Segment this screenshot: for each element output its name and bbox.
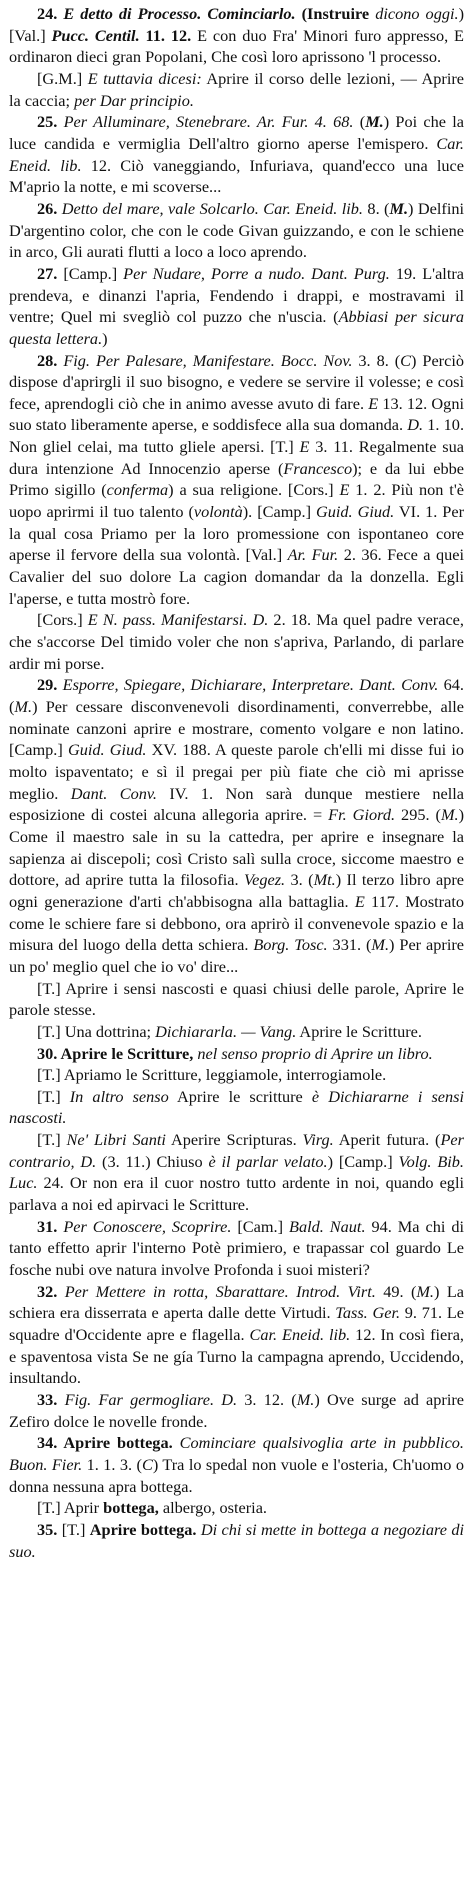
text-run: E [339,480,350,500]
numbered-entry [9,674,464,977]
text-run: Aperire Scripturas. [165,1130,303,1150]
text-run: ) Per aprire un po' meglio quel che io vo' dire... [9,935,464,976]
text-run: C [400,350,412,370]
text-run: 34. [37,1433,64,1453]
text-run: Aprire le Scritture. [296,1021,422,1041]
text-run: 3. 12. ( [237,1390,297,1409]
text-run: 19. L'altra prendeva, e dinanzi l'apria, Fendendo i drappi, e mostravami il ventre; Quel mi svegliò col puzzo che n'uscia. ( [9,263,465,327]
text-run: Vegez. [243,870,286,890]
text-run: Volg. Bib. Luc. [9,1151,464,1193]
text-run: 3. 11. Regalmente sua dura intenzione Ad Innocenzio aperse ( [9,437,465,478]
text-run: bottega, [103,1498,159,1518]
text-run: 32. [37,1281,65,1301]
text-run: XV. 188. A queste parole ch'elli mi disse fui io molto ispaventato; e sì il pregai per più fiate che ciò mi aprisse meglio. [9,740,465,803]
text-run: Car. Eneid. lib. [249,1325,351,1345]
text-run: In altro senso [69,1086,169,1106]
text-run: [T.] Una dottrina; [37,1021,156,1041]
text-run: (Instruire [301,4,376,23]
text-run: ) La schiera era disserrata e aperta dalle dette Virtudi. [9,1281,464,1323]
text-run: Bald. Naut. [289,1216,366,1236]
text-run: Guid. Giud. [67,740,147,760]
numbered-entry [9,111,464,198]
text-run: Cominciare qualsivoglia arte in pubblico. Buon. Fier. [9,1433,465,1474]
text-run: Per Alluminare, Stenebrare. Ar. Fur. 4. 68. [63,112,354,132]
text-run: 13. 12. Ogni suo stato liberamente aperse, e soddisfece alla sua domanda. [9,393,464,435]
text-run: E [368,393,379,413]
text-run: [T.] [61,1519,90,1539]
numbered-entry [9,198,464,263]
text-run: M. [440,805,459,825]
text-run: 94. Ma chi di tanto effetto aprir l'interno Potè primiero, e trapassar col guardo Le fosche nubi ove natura involve Profonda i suoi misteri? [9,1216,464,1280]
text-run: [Cam.] [231,1216,289,1236]
text-run: [T.] [37,1086,70,1106]
text-run: Guid. Giud. [315,502,395,522]
text-run: [T.] [37,1130,67,1150]
text-run: [T.] Apriamo le Scritture, leggiamole, interrogiamole. [37,1065,387,1085]
text-run: ) Poi che la luce candida e vermiglia Dell'altro giorno aperse l'emispero. [9,112,465,153]
text-run: D. [407,415,424,435]
text-run: E N. pass. Manifestarsi. D. [87,610,269,630]
text-run: 1. 10. Non gliel celai, ma tutto gliele apersi. [T.] [9,415,465,457]
text-run: Aperit futura. ( [333,1130,441,1150]
text-run: 35. [37,1519,62,1539]
text-run: 64. ( [9,675,464,716]
text-run: C [141,1454,153,1474]
text-run: E [299,437,310,457]
text-run: è il parlar velato. [208,1151,328,1171]
text-run: ) [102,328,108,348]
text-run: ) Per cessare disconvenevoli disordinamenti, converrebbe, alle nominate canzoni aprire e mostrare, comento volgare e non latino. [Camp.] [9,697,464,760]
sub-entry [9,1064,464,1086]
text-run: E con duo Fra' Minori furo appresso, E ordinaron dieci gran Popolani, Che così loro aprissono 'l processo. [9,25,464,67]
text-run: Dichiararla. — Vang. [155,1021,297,1041]
text-run: albergo, osteria. [158,1498,268,1518]
sub-entry [9,609,464,674]
text-run: M. [389,198,409,218]
text-run: Per contrario, D. [9,1130,464,1171]
text-run: ) a sua religione. [Cors.] [168,480,340,500]
text-run: M. [296,1390,315,1409]
text-run: Abbiasi per sicura questa lettera. [9,307,464,348]
text-run: Car. Eneid. lib. [9,133,464,175]
text-run: volontà [193,502,243,522]
text-run: Per Mettere in rotta, Sbarattare. Introd. Virt. [64,1281,376,1301]
numbered-entry [9,3,464,68]
text-run: 3. ( [285,870,314,890]
text-run: 29. [37,675,63,695]
text-run: ). [Camp.] [242,502,316,522]
text-run: 9. 71. Le squadre d'Occidente apre e flagella. [9,1303,464,1345]
text-run: Fig. Per Palesare, Manifestare. Bocc. Nov. [63,350,353,370]
text-run: 12. In così fiera, e spaventosa vista Se ne gía Turno la campagna aprendo, Uccidendo, insultando. [9,1325,464,1388]
text-run: 2. 36. Fece a quei Cavalier del suo dolore La cagion domandar da la donzella. Egli l'aperse, e tutta mostrò fore. [9,545,465,608]
text-run: 24. [37,4,64,23]
text-run: IV. 1. Non sarà dunque mestiere nella esposizione di costei alcuna allegoria aprire. = [9,783,465,825]
text-run: Esporre, Spiegare, Dichiarare, Interpretare. Dant. Conv. [62,675,439,695]
text-run: dicono oggi. [375,4,459,23]
text-run: Per Nudare, Porre a nudo. Dant. Purg. [123,263,390,283]
text-run: ) [Camp.] [327,1151,399,1171]
sub-entry [9,68,464,111]
numbered-entry [9,1281,464,1389]
text-run: ( [353,112,366,132]
sub-entry [9,978,464,1021]
text-run: Dant. Conv. [70,783,157,803]
text-run: ); e da lui ebbe Primo sigillo ( [9,458,464,500]
text-run: 117. Mostrato come le schiere fare si debbono, ora aprirò il convenevole spazio e la misura del luogo della detta schiera. [9,891,464,955]
text-run: [G.M.] [37,68,88,88]
numbered-entry [9,263,464,350]
numbered-entry [9,1043,464,1065]
numbered-entry [9,1389,464,1432]
text-run: Virg. [302,1130,334,1150]
text-run: Per Conoscere, Scoprire. [63,1216,232,1236]
numbered-entry [9,1216,464,1281]
text-run: Pucc. Centil. [51,25,140,45]
text-run: ) Come il maestro sale in su la cattedra, per aprire e insegnare la sapienza ai discepoli; così Cristo salì sulla croce, siccome maestro e dottore, ad aprire tutta la filosofia. [9,805,465,890]
text-run: E tuttavia dicesi: [87,68,202,88]
sub-entry [9,1021,464,1043]
text-run: 24. Or non era il cuor nostro tutto ardente in noi, quando egli parlava a noi ed apirvaci le Scritture. [9,1173,464,1215]
text-run: Fig. Far germogliare. D. [64,1390,238,1409]
sub-entry [9,1086,464,1129]
text-run: M. [365,112,384,132]
text-run: per Dar principio. [74,90,194,110]
text-run: Fr. Giord. [328,805,396,825]
text-run: 1. 2. Più non t'è uopo aprirmi il tuo talento ( [9,480,464,522]
text-run: M. [371,935,390,955]
sub-entry [9,1129,464,1216]
text-run: M. [416,1281,435,1301]
text-run: 11. 12. [145,25,192,45]
text-run: 3. 8. ( [352,350,401,370]
text-run: 26. [37,198,62,218]
text-run: 31. [37,1216,64,1236]
text-run: ) Delfini D'argentino color, che con le code Givan guizzando, e con le schiene in arco, Gli aurati flutti a loco a loco aprendo. [9,198,465,262]
sub-entry [9,1497,464,1519]
text-run: ) Ove surge ad aprire Zefiro dolce le novelle fronde. [9,1390,464,1431]
text-run: [T.] Aprire i sensi nascosti e quasi chiusi delle parole, Aprire le parole stesse. [9,978,464,1020]
text-run: nel senso proprio di Aprire un libro. [197,1043,433,1063]
text-run: Francesco [283,458,353,478]
text-run: ) Tra lo spedal non vuole e l'osteria, Ch'uomo o donna nessuna apra bottega. [9,1454,464,1496]
text-run: 30. [37,1043,61,1063]
text-run: ) [Val.] [9,4,464,45]
text-run: Detto del mare, vale Solcarlo. Car. Eneid. lib. [61,198,363,218]
text-run: 27. [37,263,64,283]
text-run: 8. ( [363,198,390,218]
text-run: E detto di Processo. Cominciarlo. [63,4,302,23]
text-run: 28. [37,350,64,370]
text-run: 49. ( [375,1281,417,1301]
text-run: 2. 18. Ma quel padre verace, che s'accorse Del timido voler che non s'apriva, Parlando, di parlare ardir mi porse. [9,610,464,673]
text-run: VI. 1. Per la qual cosa Priamo per la loro promessione con ispontaneo core aperse il fervore della sua volontà. [Val.] [9,502,464,565]
text-run: [Cors.] [37,610,88,630]
text-run: ) Perciò dispose d'aprirgli il suo bisogno, e vedere se servire il volesse; e così fece, aprendogli ciò che in animo avesse avuto di fare. [9,350,464,413]
text-run: Mt. [313,870,336,890]
text-run: ) Il terzo libro apre ogni generazione d'arti ch'abbisogna alla battaglia. [9,870,465,911]
text-run: 25. [37,112,64,132]
text-run: conferma [106,480,169,500]
text-run: 12. Ciò vaneggiando, Infuriava, quand'ecco una luce M'aprio la notte, e mi scoverse... [9,155,464,197]
text-run: E [354,891,365,911]
text-run: 295. ( [395,805,441,825]
text-run: Aprire bottega. [63,1433,180,1453]
text-run: Ne' Libri Santi [66,1130,166,1150]
numbered-entry [9,1432,464,1497]
text-run: Aprire le scritture [168,1086,312,1106]
text-run: Aprire bottega. [89,1519,201,1539]
text-run: M. [14,697,33,716]
text-run: [T.] Aprir [37,1498,104,1518]
text-run: 33. [37,1390,65,1409]
text-run: 331. ( [327,935,372,955]
text-run: Tass. Ger. [335,1303,401,1323]
text-run: Borg. Tosc. [253,935,328,955]
numbered-entry [9,1519,464,1562]
text-run: [Camp.] [63,263,124,283]
numbered-entry [9,350,464,610]
text-run: Ar. Fur. [287,545,339,565]
text-run: 1. 1. 3. ( [82,1454,142,1474]
text-run: è Dichiararne i sensi nascosti. [9,1086,465,1128]
text-run: (3. 11.) Chiuso [96,1151,209,1171]
text-run: Di chi si mette in bottega a negoziare di suo. [9,1519,465,1561]
text-run: Aprire il corso delle lezioni, — Aprire la caccia; [9,68,464,110]
text-run: Aprire le Scritture, [60,1043,198,1063]
